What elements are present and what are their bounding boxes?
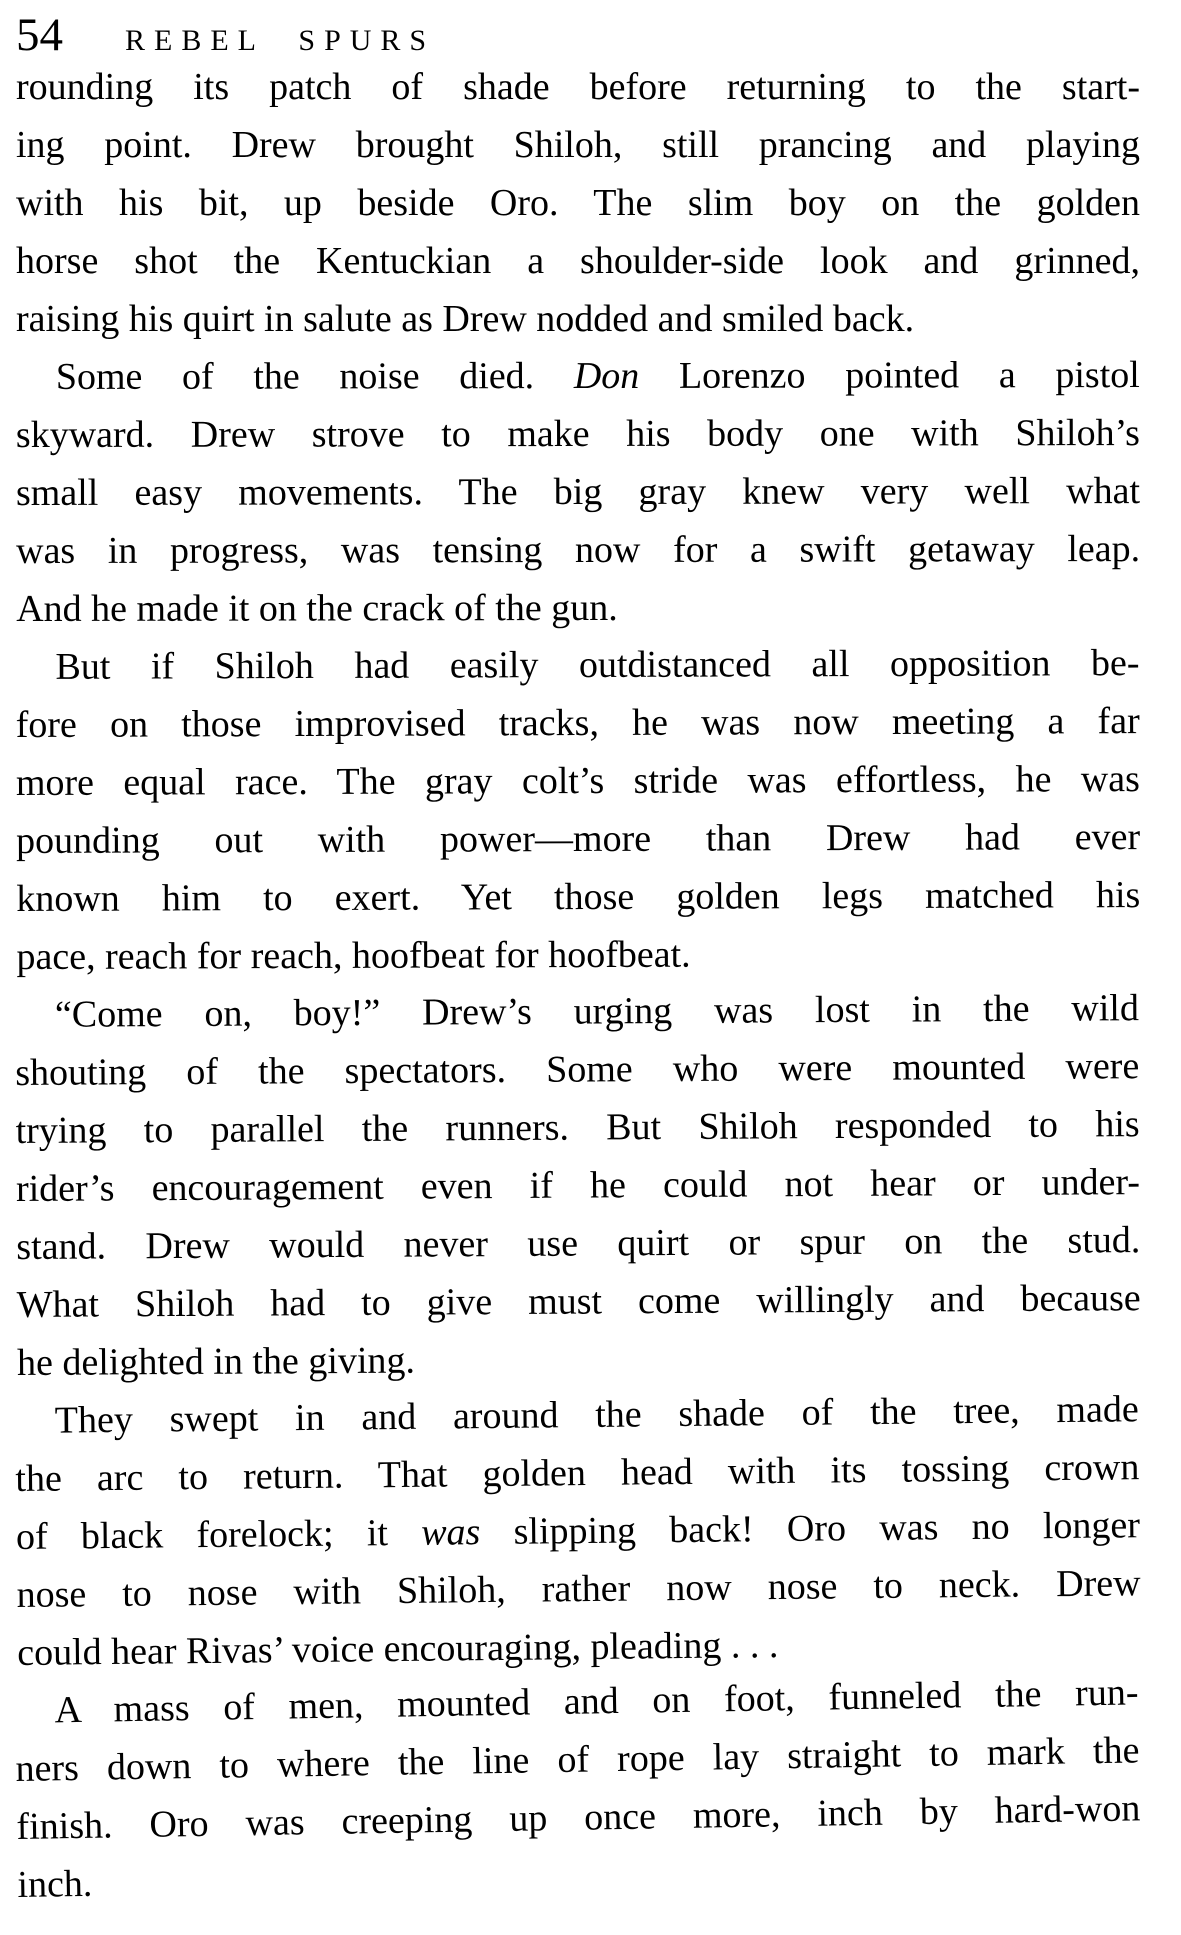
text-segment: They swept in and around the shade of the tree, made	[54, 1388, 1139, 1442]
text-segment: nose to nose with Shiloh, rather now nose to neck. Drew	[16, 1562, 1141, 1616]
text-segment: trying to parallel the runners. But Shiloh responded to his	[15, 1103, 1140, 1153]
text-line	[16, 58, 1140, 116]
text-line	[15, 1095, 1139, 1160]
text-segment: small easy movements. The big gray knew very well what	[15, 470, 1141, 514]
text-segment: could hear Rivas’ voice encouraging, pleading . . .	[16, 1624, 779, 1674]
text-segment: pace, reach for reach, hoofbeat for hoofbeat.	[16, 933, 691, 978]
text-line	[17, 1269, 1141, 1334]
text-segment: skyward. Drew strove to make his body one with Shiloh’s	[15, 412, 1140, 457]
text-line	[16, 174, 1140, 232]
text-line	[16, 232, 1140, 290]
text-segment: “Come on, boy!” Drew’s urging was lost in the wild	[54, 987, 1140, 1036]
page-header	[0, 0, 1181, 61]
text-line	[16, 116, 1140, 174]
text-segment: he delighted in the giving.	[16, 1339, 416, 1384]
text-segment: inch.	[17, 1862, 93, 1906]
text-segment: A mass of men, mounted and on foot, funneled the run-	[54, 1671, 1139, 1732]
text-segment: stand. Drew would never use quirt or spur on the stud.	[16, 1219, 1141, 1268]
running-head: REBEL SPURS	[125, 24, 436, 57]
text-segment: more equal race. The gray colt’s stride was effortless, he was	[15, 758, 1140, 805]
text-line	[16, 750, 1140, 812]
paragraph	[16, 58, 1140, 348]
text-line	[16, 290, 1140, 348]
text-segment: pounding out with power—more than Drew had ever	[16, 816, 1141, 862]
text-segment: horse shot the Kentuckian a shoulder-side look and grinned,	[16, 240, 1140, 282]
text-line	[16, 866, 1140, 928]
text-line	[16, 520, 1140, 580]
text-line	[16, 808, 1140, 870]
text-segment: was in progress, was tensing now for a swift getaway leap.	[16, 528, 1141, 572]
text-line	[16, 346, 1140, 406]
page-body	[0, 48, 1181, 1914]
text-line	[16, 1153, 1140, 1218]
text-segment: known him to exert. Yet those golden legs matched his	[16, 874, 1141, 920]
text-line	[16, 404, 1140, 464]
text-segment: slipping back! Oro was no longer	[480, 1504, 1141, 1554]
text-segment: What Shiloh had to give must come willingly and because	[16, 1277, 1141, 1326]
text-segment: fore on those improvised tracks, he was now meeting a far	[15, 700, 1140, 747]
paragraph	[14, 1663, 1142, 1914]
paragraph	[16, 346, 1141, 638]
text-line	[16, 462, 1140, 522]
text-segment: with his bit, up beside Oro. The slim boy on the golden	[16, 182, 1140, 224]
text-segment: rounding its patch of shade before returning to the start-	[16, 66, 1140, 108]
italic-text-segment: was	[420, 1511, 481, 1554]
paragraph	[14, 1380, 1141, 1682]
paragraph	[15, 634, 1140, 986]
text-segment: the arc to return. That golden head with its tossing crown	[15, 1446, 1140, 1501]
text-line	[16, 692, 1140, 754]
text-line	[15, 1037, 1139, 1102]
text-segment: ing point. Drew brought Shiloh, still prancing and playing	[16, 124, 1140, 166]
text-line	[16, 1211, 1140, 1276]
text-segment: of black forelock; it	[15, 1511, 422, 1558]
italic-text-segment: Don	[573, 354, 640, 398]
text-line	[16, 924, 1140, 986]
text-line	[15, 979, 1139, 1044]
text-segment: finish. Oro was creeping up once more, inch by hard-won	[16, 1787, 1141, 1848]
page-number: 54	[16, 9, 63, 61]
text-segment: ners down to where the line of rope lay straight to mark the	[15, 1729, 1140, 1791]
text-line	[15, 634, 1139, 696]
text-segment: Lorenzo pointed a pistol	[639, 354, 1140, 397]
text-segment: But if Shiloh had easily outdistanced all opposition be-	[55, 642, 1140, 688]
text-segment: rider’s encouragement even if he could not hear or under-	[15, 1161, 1141, 1210]
text-segment: shouting of the spectators. Some who were mounted were	[15, 1045, 1140, 1095]
text-segment: Some of the noise died.	[55, 355, 574, 398]
text-line	[16, 578, 1140, 638]
text-line	[16, 1554, 1141, 1624]
paragraph	[15, 979, 1141, 1392]
text-segment: raising his quirt in salute as Drew nodded and smiled back.	[16, 298, 915, 340]
text-segment: And he made it on the crack of the gun.	[16, 586, 618, 630]
